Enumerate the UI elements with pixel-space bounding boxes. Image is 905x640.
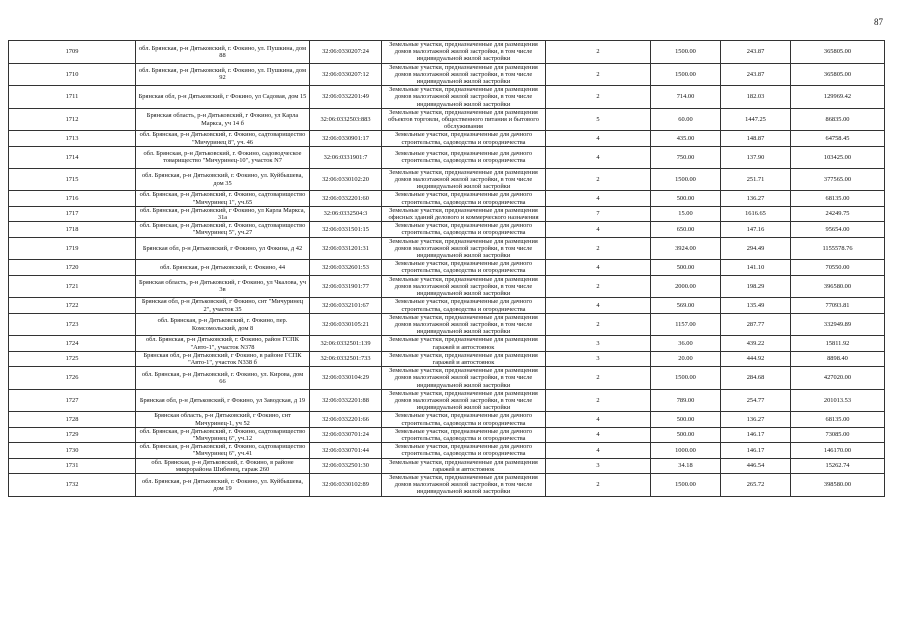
area-cell: 714.00 — [651, 86, 721, 109]
land-use-cell: Земельные участки, предназначенные для размещения домов малоэтажной жилой застройки, в том числе индивидуальной жилой застройки — [382, 237, 546, 260]
address-cell: обл. Брянская, р-н Дятьковский, г. Фокино, садтоварищество "Мичуринец 6", уч.41 — [136, 443, 310, 458]
table-body — [9, 41, 885, 497]
cadastral-number-cell: 32:06:0330701:44 — [310, 443, 382, 458]
area-cell: 569.00 — [651, 298, 721, 313]
land-use-cell: Земельные участки, предназначенные для дачного строительства, садоводства и огородничества — [382, 131, 546, 146]
address-cell: обл. Брянская, р-н Дятьковский, г. Фокино, садтоварищество "Мичуринец 6", уч.12 — [136, 427, 310, 442]
row-number: 1727 — [9, 389, 136, 412]
cadastral-value-cell: 365805.00 — [791, 63, 885, 86]
area-cell: 500.00 — [651, 427, 721, 442]
row-number: 1720 — [9, 260, 136, 275]
group-cell: 2 — [546, 168, 651, 191]
cadastral-number-cell: 32:06:0331501:15 — [310, 222, 382, 237]
group-cell: 4 — [546, 443, 651, 458]
specific-value-cell: 135.49 — [721, 298, 791, 313]
specific-value-cell: 198.29 — [721, 275, 791, 298]
cadastral-value-cell: 15811.92 — [791, 336, 885, 351]
cadastral-number-cell: 32:06:0330701:24 — [310, 427, 382, 442]
area-cell: 60.00 — [651, 108, 721, 131]
area-cell: 1500.00 — [651, 367, 721, 390]
row-number: 1712 — [9, 108, 136, 131]
cadastral-value-cell: 201013.53 — [791, 389, 885, 412]
specific-value-cell: 1447.25 — [721, 108, 791, 131]
area-cell: 2000.00 — [651, 275, 721, 298]
group-cell: 4 — [546, 260, 651, 275]
specific-value-cell: 254.77 — [721, 389, 791, 412]
table-row — [9, 237, 885, 260]
specific-value-cell: 444.92 — [721, 351, 791, 366]
page-number: 87 — [874, 17, 883, 27]
cadastral-value-cell: 77093.81 — [791, 298, 885, 313]
cadastral-number-cell: 32:06:0330105:21 — [310, 313, 382, 336]
address-cell: Брянская обл, р-н Дятьковский, г Фокино, снт "Мичуринец 2", участок 35 — [136, 298, 310, 313]
land-use-cell: Земельные участки, предназначенные для дачного строительства, садоводства и огородничества — [382, 146, 546, 168]
cadastral-number-cell: 32:06:0332201:60 — [310, 191, 382, 206]
table-row — [9, 260, 885, 275]
land-use-cell: Земельные участки, предназначенные для дачного строительства, садоводства и огородничества — [382, 443, 546, 458]
specific-value-cell: 147.16 — [721, 222, 791, 237]
address-cell: обл. Брянская, р-н Дятьковский, г. Фокино, пер. Комсомольский, дом 8 — [136, 313, 310, 336]
address-cell: обл. Брянская, р-н Дятьковский, г. Фокино, садтоварищество "Мичуринец 5", уч.27 — [136, 222, 310, 237]
land-use-cell: Земельные участки, предназначенные для дачного строительства, садоводства и огородничества — [382, 298, 546, 313]
table-row — [9, 458, 885, 473]
cadastral-value-cell: 398580.00 — [791, 473, 885, 496]
row-number: 1721 — [9, 275, 136, 298]
address-cell: Брянская область, р-н Дятьковский, г Фокино, ул Карла Маркса, уч 14 б — [136, 108, 310, 131]
land-use-cell: Земельные участки, предназначенные для дачного строительства, садоводства и огородничества — [382, 191, 546, 206]
specific-value-cell: 137.90 — [721, 146, 791, 168]
cadastral-value-cell: 86835.00 — [791, 108, 885, 131]
cadastral-value-cell: 68135.00 — [791, 191, 885, 206]
land-use-cell: Земельные участки, предназначенные для размещения гаражей и автостоянок — [382, 458, 546, 473]
land-use-cell: Земельные участки, предназначенные для дачного строительства, садоводства и огородничества — [382, 260, 546, 275]
area-cell: 500.00 — [651, 412, 721, 427]
group-cell: 2 — [546, 237, 651, 260]
cadastral-value-cell: 103425.00 — [791, 146, 885, 168]
specific-value-cell: 265.72 — [721, 473, 791, 496]
table-row — [9, 146, 885, 168]
area-cell: 1500.00 — [651, 63, 721, 86]
cadastral-number-cell: 32:06:0332601:53 — [310, 260, 382, 275]
group-cell: 5 — [546, 108, 651, 131]
specific-value-cell: 287.77 — [721, 313, 791, 336]
table-row — [9, 275, 885, 298]
address-cell: обл. Брянская, р-н Дятьковский, г. Фокино, район ГСПК "Авто-1", участок N378 — [136, 336, 310, 351]
cadastral-number-cell: 32:06:0332201:88 — [310, 389, 382, 412]
area-cell: 20.00 — [651, 351, 721, 366]
area-cell: 36.00 — [651, 336, 721, 351]
table-row — [9, 367, 885, 390]
address-cell: обл. Брянская, р-н Дятьковский, г Фокино, ул Карла Маркса, 31а — [136, 206, 310, 221]
row-number: 1730 — [9, 443, 136, 458]
specific-value-cell: 1616.65 — [721, 206, 791, 221]
group-cell: 2 — [546, 389, 651, 412]
cadastral-number-cell: 32:06:0332101:67 — [310, 298, 382, 313]
row-number: 1713 — [9, 131, 136, 146]
land-use-cell: Земельные участки, предназначенные для размещения гаражей и автостоянок — [382, 351, 546, 366]
area-cell: 650.00 — [651, 222, 721, 237]
group-cell: 4 — [546, 131, 651, 146]
cadastral-value-table — [8, 40, 885, 497]
area-cell: 1500.00 — [651, 473, 721, 496]
cadastral-value-cell: 15262.74 — [791, 458, 885, 473]
specific-value-cell: 136.27 — [721, 191, 791, 206]
cadastral-number-cell: 32:06:0330102:20 — [310, 168, 382, 191]
address-cell: Брянская обл, р-н Дятьковский, г Фокино, ул Садовая, дом 15 — [136, 86, 310, 109]
cadastral-value-cell: 1155578.76 — [791, 237, 885, 260]
table-row — [9, 63, 885, 86]
specific-value-cell: 446.54 — [721, 458, 791, 473]
row-number: 1723 — [9, 313, 136, 336]
cadastral-number-cell: 32:06:0330207:24 — [310, 41, 382, 64]
cadastral-value-cell: 377565.00 — [791, 168, 885, 191]
table-row — [9, 168, 885, 191]
table-row — [9, 206, 885, 221]
land-use-cell: Земельные участки, предназначенные для размещения домов малоэтажной жилой застройки, в том числе индивидуальной жилой застройки — [382, 367, 546, 390]
address-cell: Брянская область, р-н Дятьковский, г Фокино, ул Чкалова, уч 3в — [136, 275, 310, 298]
group-cell: 4 — [546, 222, 651, 237]
cadastral-value-cell: 365805.00 — [791, 41, 885, 64]
row-number: 1710 — [9, 63, 136, 86]
land-use-cell: Земельные участки, предназначенные для размещения домов малоэтажной жилой застройки, в том числе индивидуальной жилой застройки — [382, 313, 546, 336]
address-cell: Брянская обл, р-н Дятьковский, г Фокино, ул Заводская, д 19 — [136, 389, 310, 412]
cadastral-number-cell: 32:06:0331901:77 — [310, 275, 382, 298]
row-number: 1711 — [9, 86, 136, 109]
address-cell: Брянская область, р-н Дятьковский, г Фокино, снт Мичуринец-1, уч 52 — [136, 412, 310, 427]
cadastral-number-cell: 32:06:0331201:31 — [310, 237, 382, 260]
cadastral-value-cell: 8898.40 — [791, 351, 885, 366]
area-cell: 500.00 — [651, 191, 721, 206]
address-cell: обл. Брянская, р-н Дятьковский, г. Фокино, садтоварищество "Мичуринец 8", уч. 46 — [136, 131, 310, 146]
row-number: 1732 — [9, 473, 136, 496]
group-cell: 2 — [546, 63, 651, 86]
cadastral-value-cell: 64758.45 — [791, 131, 885, 146]
group-cell: 3 — [546, 351, 651, 366]
cadastral-number-cell: 32:06:0332501:139 — [310, 336, 382, 351]
row-number: 1725 — [9, 351, 136, 366]
cadastral-value-cell: 95654.00 — [791, 222, 885, 237]
row-number: 1717 — [9, 206, 136, 221]
land-use-cell: Земельные участки, предназначенные для дачного строительства, садоводства и огородничества — [382, 222, 546, 237]
cadastral-number-cell: 32:06:0330102:89 — [310, 473, 382, 496]
cadastral-value-cell: 24249.75 — [791, 206, 885, 221]
group-cell: 3 — [546, 336, 651, 351]
row-number: 1714 — [9, 146, 136, 168]
specific-value-cell: 243.87 — [721, 41, 791, 64]
address-cell: Брянская обл, р-н Дятьковский, г Фокино, ул Фокина, д 42 — [136, 237, 310, 260]
table-row — [9, 108, 885, 131]
land-use-cell: Земельные участки, предназначенные для размещения офисных зданий делового и коммерческого назначения — [382, 206, 546, 221]
cadastral-number-cell: 32:06:0330104:29 — [310, 367, 382, 390]
cadastral-value-cell: 396580.00 — [791, 275, 885, 298]
specific-value-cell: 284.68 — [721, 367, 791, 390]
table-row — [9, 427, 885, 442]
group-cell: 4 — [546, 427, 651, 442]
land-use-cell: Земельные участки, предназначенные для размещения домов малоэтажной жилой застройки, в том числе индивидуальной жилой застройки — [382, 275, 546, 298]
table-row — [9, 313, 885, 336]
specific-value-cell: 146.17 — [721, 427, 791, 442]
group-cell: 4 — [546, 146, 651, 168]
specific-value-cell: 146.17 — [721, 443, 791, 458]
address-cell: обл. Брянская, р-н Дятьковский, г. Фокино, ул. Куйбышева, дом 19 — [136, 473, 310, 496]
land-use-cell: Земельные участки, предназначенные для дачного строительства, садоводства и огородничества — [382, 427, 546, 442]
group-cell: 2 — [546, 473, 651, 496]
row-number: 1716 — [9, 191, 136, 206]
table-row — [9, 222, 885, 237]
cadastral-number-cell: 32:06:0330901:17 — [310, 131, 382, 146]
row-number: 1728 — [9, 412, 136, 427]
cadastral-number-cell: 32:06:0332501:30 — [310, 458, 382, 473]
address-cell: Брянская обл, р-н Дятьковский, г Фокино, в районе ГСПК "Авто-1", участок N338 б — [136, 351, 310, 366]
table-row — [9, 298, 885, 313]
table-row — [9, 131, 885, 146]
land-use-cell: Земельные участки, предназначенные для размещения домов малоэтажной жилой застройки, в том числе индивидуальной жилой застройки — [382, 63, 546, 86]
group-cell: 3 — [546, 458, 651, 473]
specific-value-cell: 294.49 — [721, 237, 791, 260]
specific-value-cell: 439.22 — [721, 336, 791, 351]
row-number: 1709 — [9, 41, 136, 64]
row-number: 1731 — [9, 458, 136, 473]
group-cell: 2 — [546, 313, 651, 336]
land-use-cell: Земельные участки, предназначенные для размещения гаражей и автостоянок — [382, 336, 546, 351]
land-use-cell: Земельные участки, предназначенные для размещения домов малоэтажной жилой застройки, в том числе индивидуальной жилой застройки — [382, 41, 546, 64]
area-cell: 34.18 — [651, 458, 721, 473]
row-number: 1724 — [9, 336, 136, 351]
cadastral-number-cell: 32:06:0331901:7 — [310, 146, 382, 168]
cadastral-value-cell: 129969.42 — [791, 86, 885, 109]
table-row — [9, 351, 885, 366]
specific-value-cell: 148.87 — [721, 131, 791, 146]
cadastral-value-cell: 68135.00 — [791, 412, 885, 427]
row-number: 1719 — [9, 237, 136, 260]
group-cell: 2 — [546, 86, 651, 109]
land-use-cell: Земельные участки, предназначенные для размещения домов малоэтажной жилой застройки, в том числе индивидуальной жилой застройки — [382, 473, 546, 496]
group-cell: 2 — [546, 275, 651, 298]
address-cell: обл. Брянская, р-н Дятьковский, г. Фокино, ул. Пушкина, дом 88 — [136, 41, 310, 64]
area-cell: 500.00 — [651, 260, 721, 275]
area-cell: 15.00 — [651, 206, 721, 221]
cadastral-value-cell: 332949.89 — [791, 313, 885, 336]
land-use-cell: Земельные участки, предназначенные для дачного строительства, садоводства и огородничества — [382, 412, 546, 427]
cadastral-number-cell: 32:06:0332201:66 — [310, 412, 382, 427]
cadastral-value-cell: 70550.00 — [791, 260, 885, 275]
row-number: 1718 — [9, 222, 136, 237]
specific-value-cell: 243.87 — [721, 63, 791, 86]
group-cell: 4 — [546, 298, 651, 313]
specific-value-cell: 251.71 — [721, 168, 791, 191]
specific-value-cell: 141.10 — [721, 260, 791, 275]
cadastral-number-cell: 32:06:0332504:3 — [310, 206, 382, 221]
address-cell: обл. Брянская, р-н Дятьковский, г. Фокино, ул. Пушкина, дом 92 — [136, 63, 310, 86]
cadastral-number-cell: 32:06:0332501:733 — [310, 351, 382, 366]
area-cell: 1500.00 — [651, 168, 721, 191]
area-cell: 789.00 — [651, 389, 721, 412]
cadastral-value-cell: 146170.00 — [791, 443, 885, 458]
land-use-cell: Земельные участки, предназначенные для размещения домов малоэтажной жилой застройки, в том числе индивидуальной жилой застройки — [382, 168, 546, 191]
address-cell: обл. Брянская, р-н Дятьковский, г. Фокино, садоводческое товарищество "Мичуринец-10", участок N7 — [136, 146, 310, 168]
area-cell: 1000.00 — [651, 443, 721, 458]
table-row — [9, 389, 885, 412]
table-row — [9, 336, 885, 351]
group-cell: 7 — [546, 206, 651, 221]
cadastral-value-cell: 427020.00 — [791, 367, 885, 390]
area-cell: 1157.00 — [651, 313, 721, 336]
group-cell: 4 — [546, 191, 651, 206]
table-row — [9, 191, 885, 206]
area-cell: 435.00 — [651, 131, 721, 146]
address-cell: обл. Брянская, р-н Дятьковский, г. Фокино, в районе микрорайона Шибенец, гараж 260 — [136, 458, 310, 473]
table-row — [9, 41, 885, 64]
row-number: 1726 — [9, 367, 136, 390]
address-cell: обл. Брянская, р-н Дятьковский, г. Фокино, ул. Куйбышева, дом 35 — [136, 168, 310, 191]
land-use-cell: Земельные участки, предназначенные для размещения домов малоэтажной жилой застройки, в том числе индивидуальной жилой застройки — [382, 389, 546, 412]
group-cell: 2 — [546, 41, 651, 64]
address-cell: обл. Брянская, р-н Дятьковский, г. Фокино, ул. Кирова, дом 66 — [136, 367, 310, 390]
cadastral-number-cell: 32:06:0330207:12 — [310, 63, 382, 86]
group-cell: 2 — [546, 367, 651, 390]
table-row — [9, 86, 885, 109]
group-cell: 4 — [546, 412, 651, 427]
row-number: 1729 — [9, 427, 136, 442]
row-number: 1715 — [9, 168, 136, 191]
table-row — [9, 443, 885, 458]
area-cell: 3924.00 — [651, 237, 721, 260]
area-cell: 1500.00 — [651, 41, 721, 64]
cadastral-number-cell: 32:06:0332503:883 — [310, 108, 382, 131]
land-use-cell: Земельные участки, предназначенные для размещения домов малоэтажной жилой застройки, в том числе индивидуальной жилой застройки — [382, 86, 546, 109]
address-cell: обл. Брянская, р-н Дятьковский, г. Фокино, 44 — [136, 260, 310, 275]
cadastral-number-cell: 32:06:0332201:49 — [310, 86, 382, 109]
table-row — [9, 412, 885, 427]
address-cell: обл. Брянская, р-н Дятьковский, г. Фокино, садтоварищество "Мичуринец 1", уч.65 — [136, 191, 310, 206]
row-number: 1722 — [9, 298, 136, 313]
specific-value-cell: 136.27 — [721, 412, 791, 427]
land-use-cell: Земельные участки, предназначенные для размещения объектов торговли, общественного питания и бытового обслуживания — [382, 108, 546, 131]
area-cell: 750.00 — [651, 146, 721, 168]
table-row — [9, 473, 885, 496]
specific-value-cell: 182.03 — [721, 86, 791, 109]
cadastral-value-cell: 73085.00 — [791, 427, 885, 442]
